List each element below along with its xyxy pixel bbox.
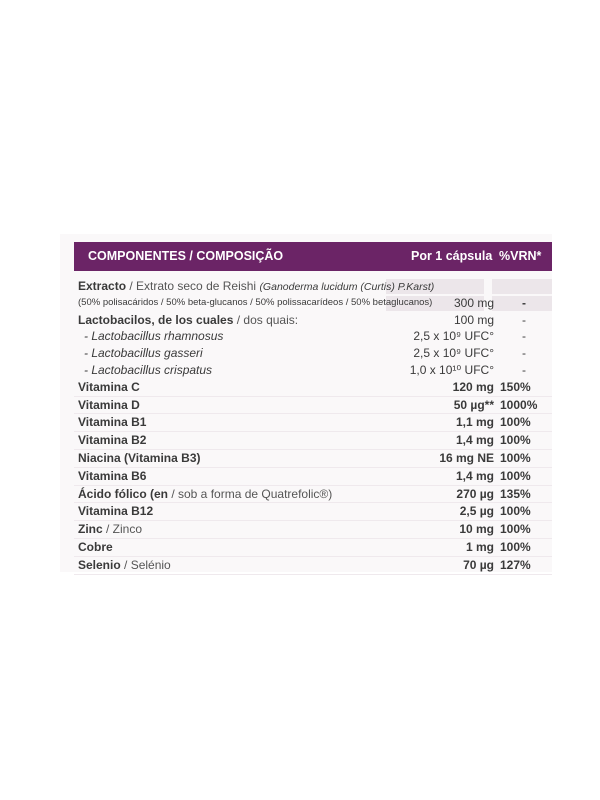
reishi-name-b: / Extrato seco de Reishi xyxy=(126,279,260,293)
table-row-nutrient xyxy=(74,557,552,575)
nutrient-name-main: Vitamina B12 xyxy=(78,504,154,519)
header-per-capsule: Por 1 cápsula xyxy=(411,249,493,263)
nutrient-vrn: 100% xyxy=(500,415,531,430)
nutrient-name-suffix: / sob a forma de Quatrefolic®) xyxy=(168,486,333,501)
nutrient-name xyxy=(78,398,140,412)
table-row-nutrient xyxy=(74,379,552,397)
nutrient-vrn: 100% xyxy=(500,539,531,554)
strain-vrn: - xyxy=(522,346,526,361)
nutrient-qty: 50 µg** xyxy=(453,397,494,412)
reishi-note: (50% polisacáridos / 50% beta-glucanos / 50% polissacarídeos / 50% betaglucanos) xyxy=(78,296,433,308)
table-row-strain xyxy=(74,328,552,345)
table-row-nutrient xyxy=(74,503,552,521)
table-row-nutrient xyxy=(74,397,552,415)
composition-table xyxy=(60,234,552,572)
nutrient-name-main: Vitamina D xyxy=(78,397,140,412)
nutrient-name xyxy=(78,522,142,536)
strain-name: - Lactobacillus gasseri xyxy=(84,346,203,361)
nutrient-qty: 120 mg xyxy=(452,379,494,394)
nutrient-name xyxy=(78,540,113,554)
nutrient-name-main: Niacina (Vitamina B3) xyxy=(78,450,201,465)
nutrient-name xyxy=(78,487,332,501)
table-row-nutrient xyxy=(74,450,552,468)
nutrient-qty: 70 µg xyxy=(463,557,494,572)
nutrient-qty: 16 mg NE xyxy=(439,450,494,465)
nutrient-vrn: 100% xyxy=(500,522,531,537)
table-row-reishi-note xyxy=(74,295,552,312)
nutrient-name-main: Cobre xyxy=(78,539,113,554)
nutrient-qty: 1,4 mg xyxy=(455,468,494,483)
nutrient-name-main: Vitamina C xyxy=(78,379,140,394)
lacto-name xyxy=(78,313,298,327)
nutrient-qty: 10 mg xyxy=(459,522,494,537)
strain-vrn: - xyxy=(522,362,526,377)
table-row-nutrient xyxy=(74,486,552,504)
reishi-vrn: - xyxy=(522,295,526,310)
lacto-name-b: / dos quais: xyxy=(233,312,299,327)
nutrient-vrn: 1000% xyxy=(500,397,538,412)
nutrient-qty: 1 mg xyxy=(465,539,494,554)
nutrient-vrn: 100% xyxy=(500,468,531,483)
lacto-name-a: Lactobacilos, de los cuales xyxy=(78,312,234,327)
nutrient-qty: 1,4 mg xyxy=(455,433,494,448)
nutrient-name-suffix: / Zinco xyxy=(102,522,143,537)
table-row-strain xyxy=(74,345,552,362)
reishi-latin: (Ganoderma lucidum (Curtis) P.Karst) xyxy=(259,281,435,293)
table-row-nutrient xyxy=(74,432,552,450)
reishi-name-a: Extracto xyxy=(78,279,127,293)
strain-qty: 2,5 x 10⁹ UFC° xyxy=(413,346,494,361)
nutrient-qty: 270 µg xyxy=(456,486,494,501)
table-row-nutrient xyxy=(74,468,552,486)
table-row-reishi xyxy=(74,278,552,295)
table-row-nutrient xyxy=(74,414,552,432)
table-row-lactobacilos xyxy=(74,312,552,329)
nutrient-name-main: Ácido fólico (en xyxy=(78,486,168,501)
nutrient-name-main: Zinc xyxy=(78,522,103,537)
header-vrn: %VRN* xyxy=(499,249,542,263)
nutrient-vrn: 100% xyxy=(500,433,531,448)
table-row-strain xyxy=(74,362,552,379)
strain-qty: 1,0 x 10¹⁰ UFC° xyxy=(409,362,494,377)
nutrient-name xyxy=(78,558,171,572)
vrn-cell-bg xyxy=(492,279,552,294)
nutrient-qty: 1,1 mg xyxy=(455,415,494,430)
table-body xyxy=(74,278,552,575)
strain-vrn: - xyxy=(522,329,526,344)
nutrient-name-main: Selenio xyxy=(78,557,121,572)
nutrient-vrn: 100% xyxy=(500,450,531,465)
nutrient-name xyxy=(78,451,200,465)
nutrient-qty: 2,5 µg xyxy=(459,504,494,519)
nutrient-vrn: 127% xyxy=(500,557,531,572)
lacto-qty: 100 mg xyxy=(453,312,494,327)
nutrient-name-main: Vitamina B2 xyxy=(78,433,147,448)
nutrient-name xyxy=(78,433,146,447)
lacto-vrn: - xyxy=(522,312,526,327)
nutrient-name xyxy=(78,415,146,429)
strain-qty: 2,5 x 10⁹ UFC° xyxy=(413,329,494,344)
header-components: COMPONENTES / COMPOSIÇÃO xyxy=(88,249,284,263)
nutrient-vrn: 135% xyxy=(500,486,531,501)
table-header xyxy=(74,242,552,271)
table-row-nutrient xyxy=(74,539,552,557)
nutrient-name-main: Vitamina B1 xyxy=(78,415,147,430)
nutrient-name-suffix: / Selénio xyxy=(120,557,171,572)
nutrient-name xyxy=(78,380,140,394)
nutrient-vrn: 150% xyxy=(500,379,531,394)
strain-name: - Lactobacillus rhamnosus xyxy=(84,329,224,344)
reishi-qty: 300 mg xyxy=(453,295,494,310)
nutrient-name xyxy=(78,504,153,518)
nutrient-name xyxy=(78,469,146,483)
nutrient-name-main: Vitamina B6 xyxy=(78,468,147,483)
nutrient-vrn: 100% xyxy=(500,504,531,519)
reishi-name xyxy=(78,279,434,293)
table-row-nutrient xyxy=(74,521,552,539)
strain-name: - Lactobacillus crispatus xyxy=(84,362,213,377)
